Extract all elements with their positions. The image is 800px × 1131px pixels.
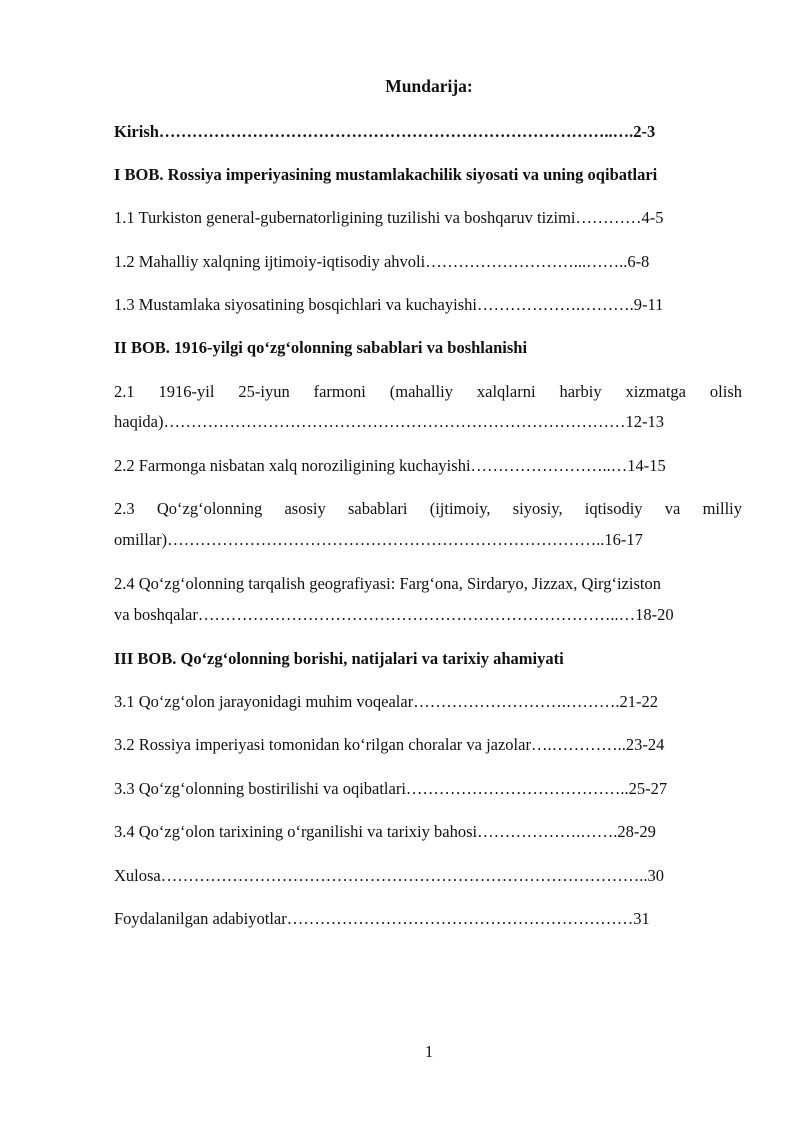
toc-title: Mundarija:	[385, 76, 473, 96]
toc-entry-continuation: omillar)……………………………………………………………………..16-17	[114, 530, 643, 549]
toc-entry: 2.1 1916-yil 25-iyun farmoni (mahalliy xalqlarni harbiy xizmatga olish	[114, 382, 742, 401]
toc-entry-continuation: va boshqalar…………………………………………………………………..…18-20	[114, 605, 674, 624]
toc-entry: 1.2 Mahalliy xalqning ijtimoiy-iqtisodiy ahvoli………………………...……..6-8	[114, 252, 650, 271]
toc-entry-conclusion: Xulosa……………………………………………………………………………..30	[114, 866, 664, 885]
toc-entry: 3.3 Qo‘zg‘olonning bostirilishi va oqibatlari…………………………………..25-27	[114, 779, 668, 798]
toc-entry: 3.2 Rossiya imperiyasi tomonidan ko‘rilgan choralar va jazolar….…………..23-24	[114, 735, 665, 754]
toc-entry: 3.4 Qo‘zg‘olon tarixining o‘rganilishi va tarixiy bahosi……………….…….28-29	[114, 822, 656, 841]
toc-entry-continuation: haqida)…………………………………………………………………………12-13	[114, 412, 664, 431]
toc-entry: 1.3 Mustamlaka siyosatining bosqichlari va kuchayishi……………….……….9-11	[114, 295, 664, 314]
toc-entry: 1.1 Turkiston general-gubernatorligining tuzilishi va boshqaruv tizimi…………4-5	[114, 208, 664, 227]
toc-entry: 2.2 Farmonga nisbatan xalq noroziligining kuchayishi……………………..…14-15	[114, 456, 666, 475]
toc-entry-references: Foydalanilgan adabiyotlar………………………………………………………31	[114, 909, 650, 928]
toc-chapter-heading: II BOB. 1916-yilgi qo‘zg‘olonning sabablari va boshlanishi	[114, 338, 528, 357]
page-number: 1	[424, 1042, 434, 1061]
toc-entry: 2.3 Qo‘zg‘olonning asosiy sabablari (ijtimoiy, siyosiy, iqtisodiy va milliy	[114, 499, 742, 518]
toc-chapter-heading: III BOB. Qo‘zg‘olonning borishi, natijalari va tarixiy ahamiyati	[114, 649, 564, 668]
toc-chapter-heading: I BOB. Rossiya imperiyasining mustamlakachilik siyosati va uning oqibatlari	[114, 165, 658, 184]
toc-entry: 3.1 Qo‘zg‘olon jarayonidagi muhim voqealar……………………….……….21-22	[114, 692, 658, 711]
toc-entry-introduction: Kirish………………………………………………………………………..….2-3	[114, 122, 656, 141]
toc-entry: 2.4 Qo‘zg‘olonning tarqalish geografiyasi: Farg‘ona, Sirdaryo, Jizzax, Qirg‘iziston	[114, 574, 661, 593]
